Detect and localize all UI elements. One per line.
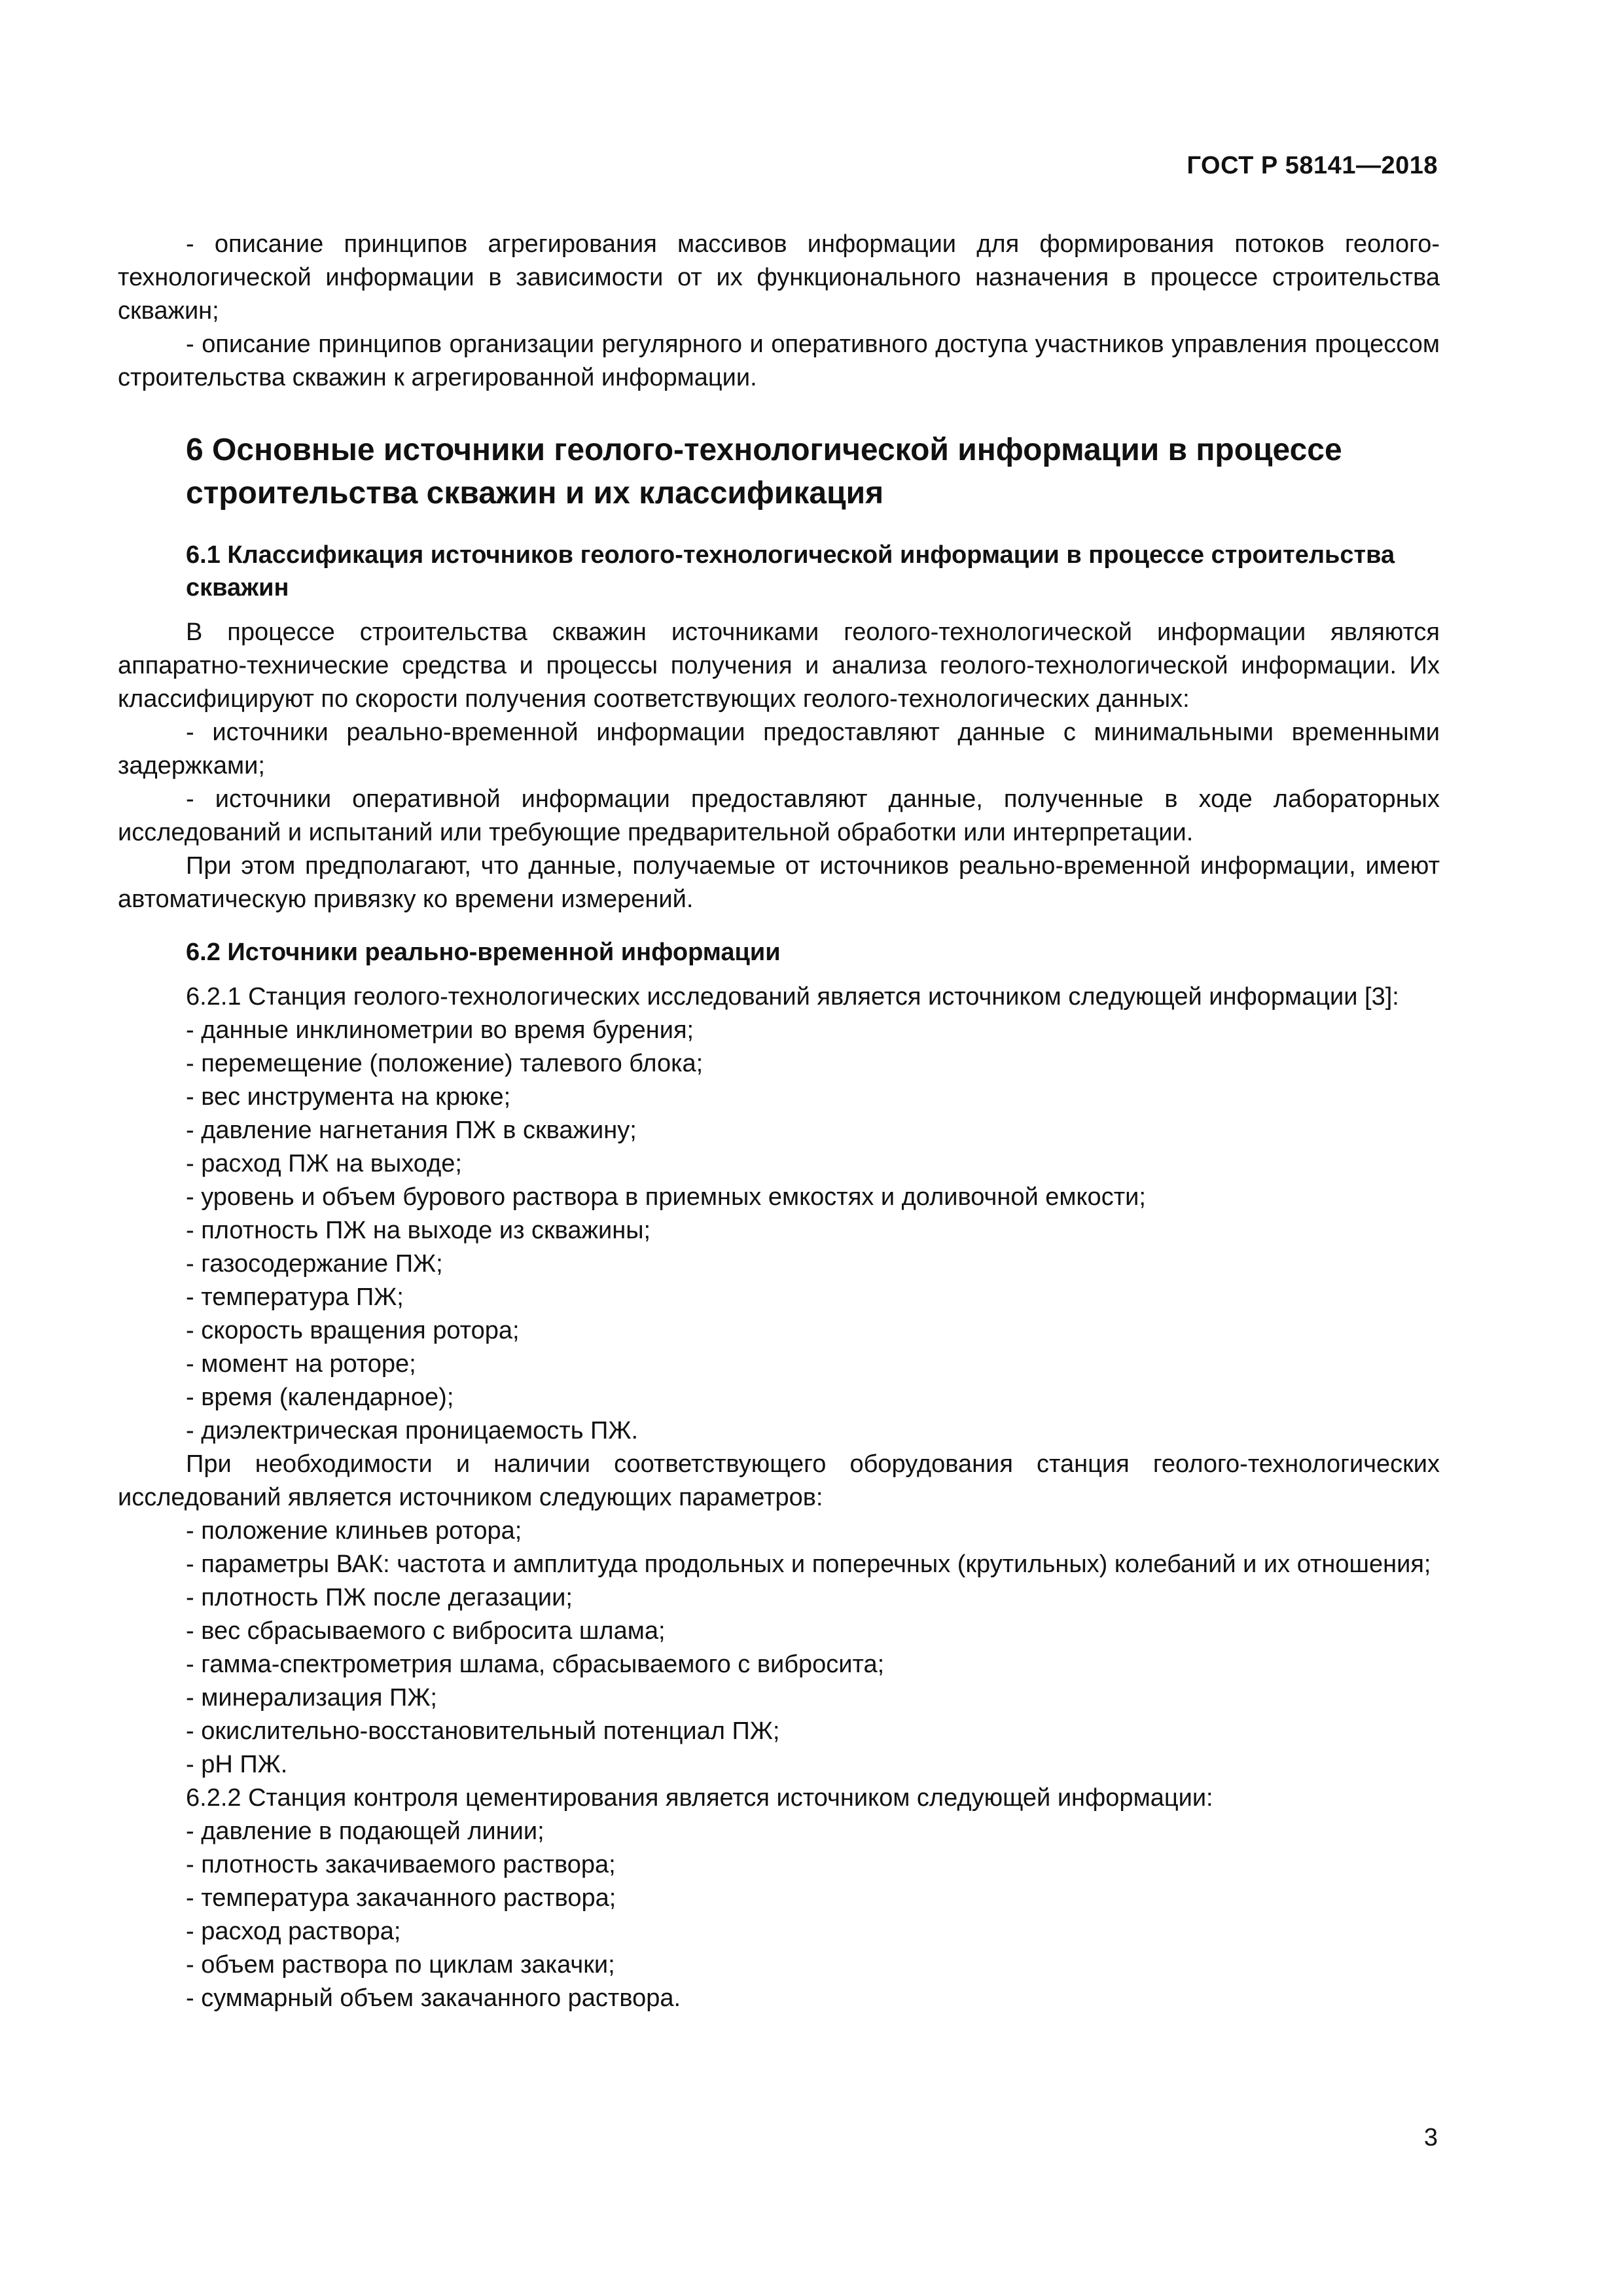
list-item: - параметры ВАК: частота и амплитуда продольных и поперечных (крутильных) колебаний и их отношения; <box>186 1551 1431 1578</box>
list-item: - газосодержание ПЖ; <box>186 1250 443 1278</box>
section-6-1-heading: 6.1 Классификация источников геолого-технологической информации в процессе строительства скважин <box>186 541 1395 601</box>
document-code-header: ГОСТ Р 58141—2018 <box>1186 152 1438 179</box>
document-body <box>118 228 1440 2015</box>
section-6-1-paragraph-1: В процессе строительства скважин источниками геолого-технологической информации являются аппаратно-технические средства и процессы получения и анализа геолого-технологической информации. Их классифицируют по скорости получения соответствующих геолого-технологических данных: <box>118 619 1440 713</box>
intro-item-2: - описание принципов организации регулярного и оперативного доступа участников управления процессом строительства скважин к агрегированной информации. <box>118 331 1440 391</box>
list-item: - расход ПЖ на выходе; <box>186 1150 462 1177</box>
list-item: - момент на роторе; <box>186 1350 416 1378</box>
list-item: - скорость вращения ротора; <box>186 1317 520 1344</box>
list-item: - pH ПЖ. <box>186 1751 288 1778</box>
list-item: - вес инструмента на крюке; <box>186 1083 511 1111</box>
list-item: - положение клиньев ротора; <box>186 1517 522 1545</box>
list-item: - диэлектрическая проницаемость ПЖ. <box>186 1417 639 1444</box>
list-item: - температура закачанного раствора; <box>186 1884 616 1912</box>
list-item: - расход раствора; <box>186 1918 401 1945</box>
list-item: - давление нагнетания ПЖ в скважину; <box>186 1117 637 1144</box>
section-6-1-paragraph-2: - источники реально-временной информации предоставляют данные с минимальными временными задержками; <box>118 719 1440 780</box>
section-6-2-heading: 6.2 Источники реально-временной информации <box>186 939 781 966</box>
section-6-1-paragraph-4: При этом предполагают, что данные, получаемые от источников реально-временной информации, имеют автоматическую привязку ко времени измерений. <box>118 852 1440 913</box>
clause-6-2-1: 6.2.1 Станция геолого-технологических исследований является источником следующей информации [3]: <box>186 983 1399 1011</box>
list-item: - суммарный объем закачанного раствора. <box>186 1984 681 2012</box>
list-item: - уровень и объем бурового раствора в приемных емкостях и доливочной емкости; <box>186 1183 1146 1211</box>
list-item: - данные инклинометрии во время бурения; <box>186 1016 694 1044</box>
list-item: - объем раствора по циклам закачки; <box>186 1951 615 1979</box>
clause-6-2-2: 6.2.2 Станция контроля цементирования является источником следующей информации: <box>186 1784 1213 1812</box>
list-item: - плотность ПЖ после дегазации; <box>186 1584 573 1611</box>
list-item: - температура ПЖ; <box>186 1283 404 1311</box>
list-item: - время (календарное); <box>186 1384 454 1411</box>
list-item: - минерализация ПЖ; <box>186 1684 437 1712</box>
list-item: - окислительно-восстановительный потенциал ПЖ; <box>186 1717 780 1745</box>
page-number: 3 <box>1423 2124 1438 2151</box>
list-item: - давление в подающей линии; <box>186 1818 544 1845</box>
list-item: - плотность ПЖ на выходе из скважины; <box>186 1217 651 1244</box>
list-item: - плотность закачиваемого раствора; <box>186 1851 616 1878</box>
list-item: - перемещение (положение) талевого блока; <box>186 1050 704 1077</box>
intro-item-1: - описание принципов агрегирования массивов информации для формирования потоков геолого-технологической информации в зависимости от их функционального назначения в процессе строительства скважин; <box>118 230 1440 325</box>
list-item: - гамма-спектрометрия шлама, сбрасываемого с вибросита; <box>186 1651 885 1678</box>
additional-parameters-paragraph: При необходимости и наличии соответствующего оборудования станция геолого-технологических исследований является источником следующих параметров: <box>118 1450 1440 1511</box>
section-6-1-paragraph-3: - источники оперативной информации предоставляют данные, полученные в ходе лабораторных исследований и испытаний или требующие предварительной обработки или интерпретации. <box>118 785 1440 846</box>
list-item: - вес сбрасываемого с вибросита шлама; <box>186 1617 666 1645</box>
section-6-heading: 6 Основные источники геолого-технологической информации в процессе строительства скважин и их классификация <box>186 433 1342 511</box>
